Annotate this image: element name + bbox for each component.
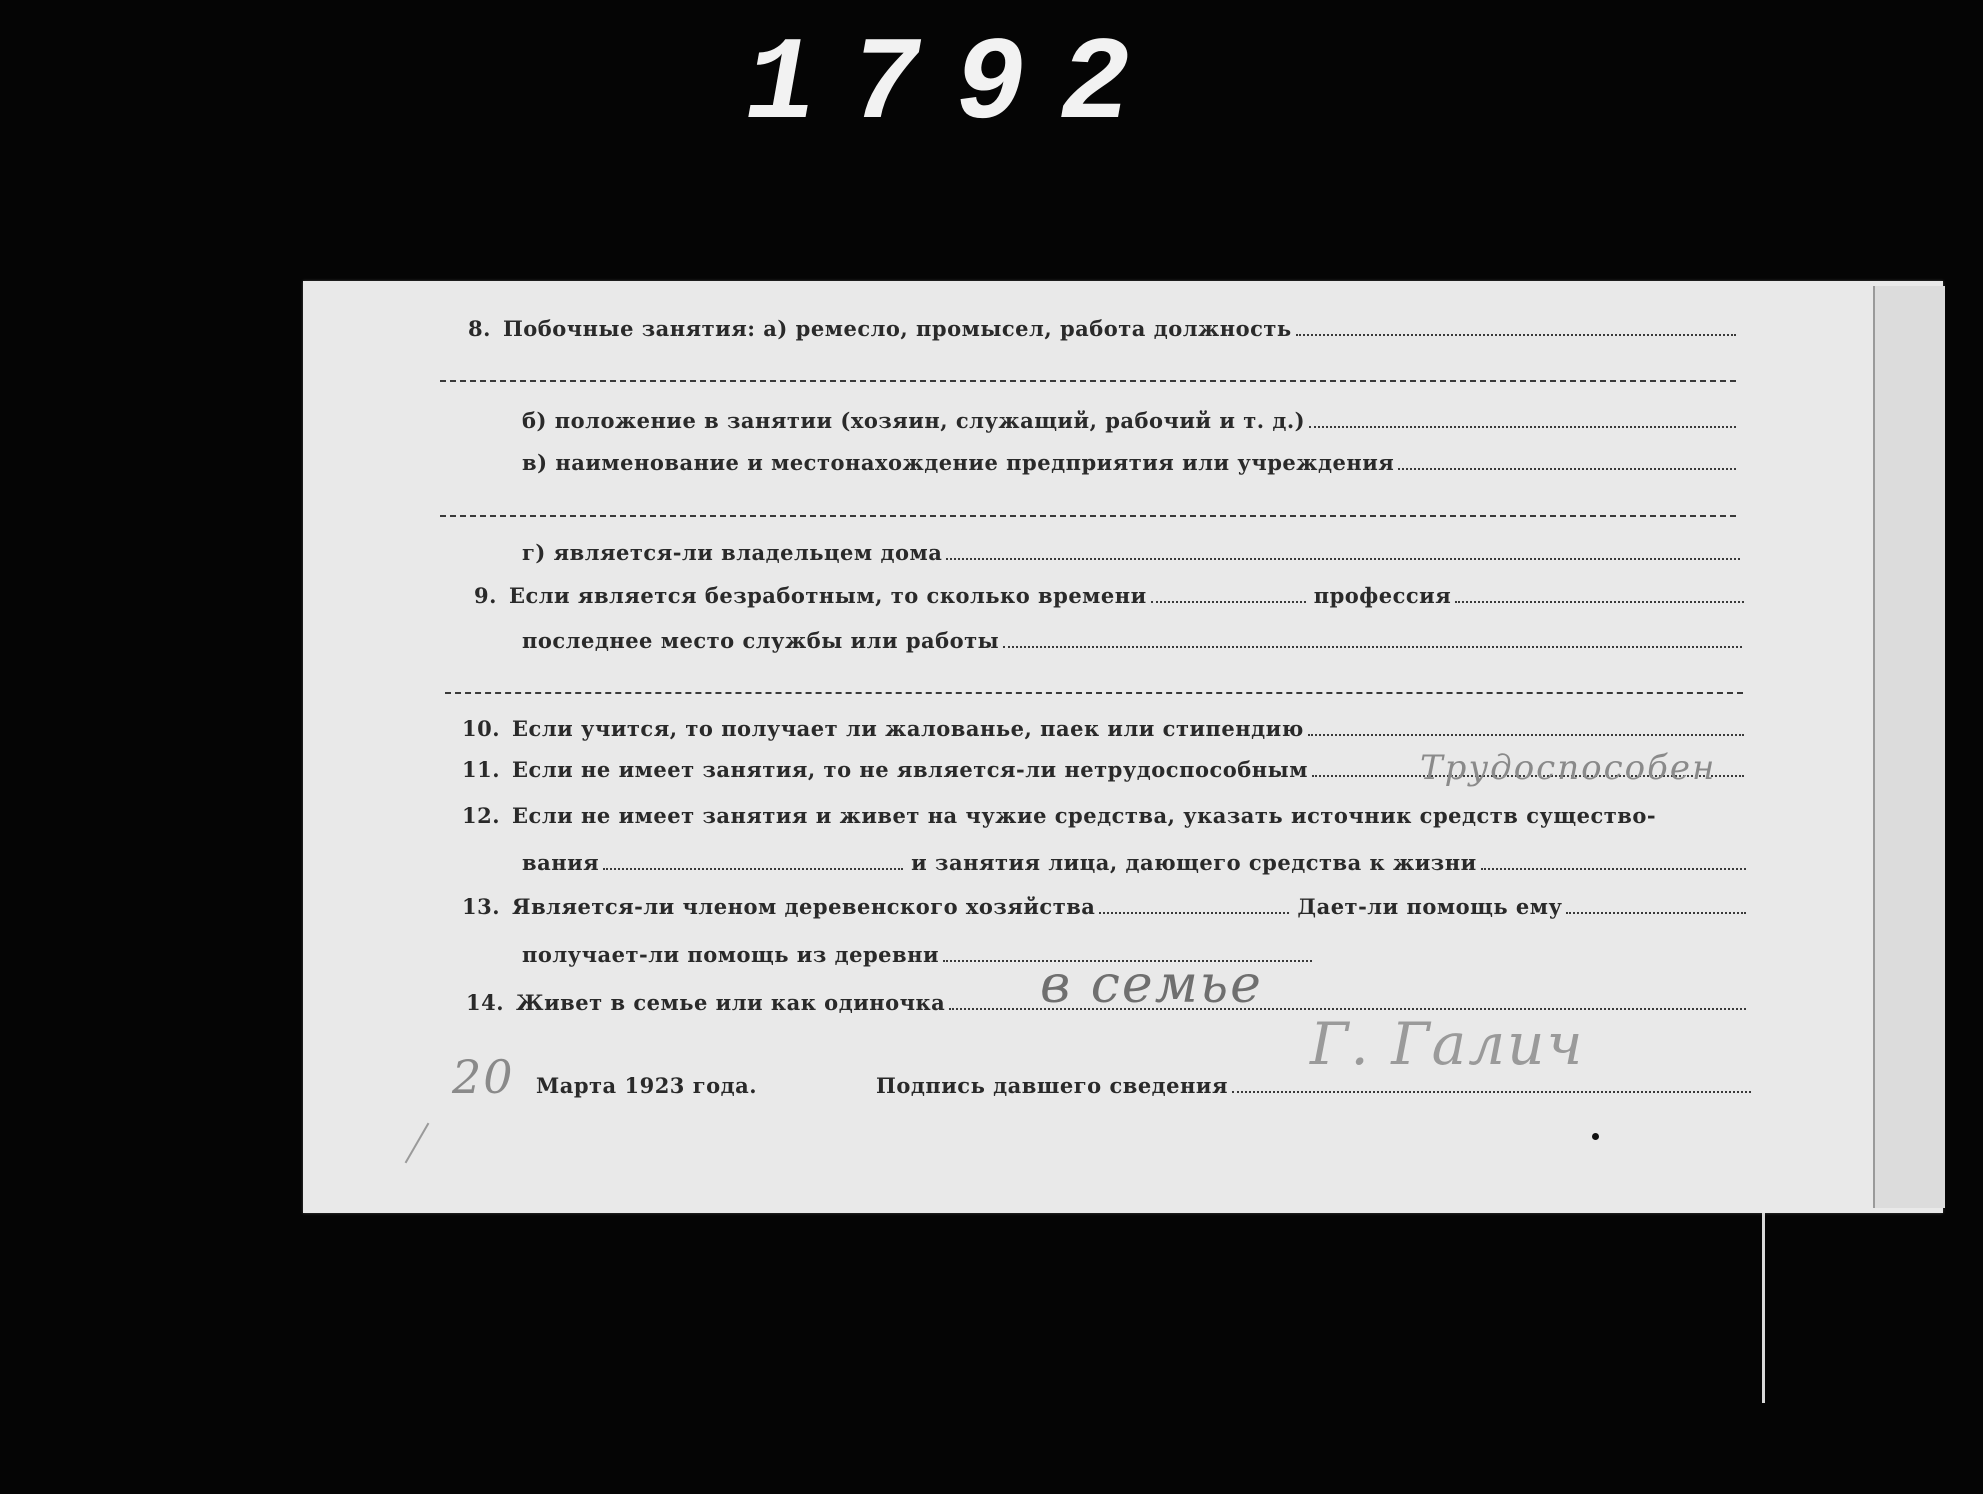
question-label: Побочные занятия: а) ремесло, промысел, работа должность bbox=[502, 316, 1292, 341]
question-label: и занятия лица, дающего средства к жизни bbox=[911, 850, 1477, 875]
question-label: б) положение в занятии (хозяин, служащий, рабочий и т. д.) bbox=[522, 408, 1306, 433]
answer-line bbox=[1003, 645, 1742, 648]
question-label: Живет в семье или как одиночка bbox=[516, 990, 946, 1015]
date-text: Марта 1923 года. bbox=[536, 1073, 758, 1098]
answer-line bbox=[1151, 600, 1306, 603]
answer-line bbox=[946, 557, 1740, 560]
answer-line bbox=[1099, 911, 1289, 914]
frame-number: 1792 bbox=[733, 20, 1177, 153]
question-8g-row bbox=[522, 540, 1740, 565]
card-edge-strip bbox=[1873, 286, 1945, 1208]
question-12-row bbox=[462, 803, 1744, 828]
question-number: 14. bbox=[466, 990, 505, 1015]
signature-line bbox=[1232, 1090, 1751, 1093]
question-label: Если не имеет занятия и живет на чужие средства, указать источник средств существо- bbox=[512, 803, 1657, 828]
question-label: в) наименование и местонахождение предприятия или учреждения bbox=[522, 450, 1395, 475]
question-10-row bbox=[462, 716, 1744, 741]
answer-line bbox=[1566, 911, 1746, 914]
question-label: вания bbox=[522, 850, 600, 875]
handwritten-answer-14: в семье bbox=[1040, 955, 1263, 1015]
question-number: 12. bbox=[462, 803, 501, 828]
answer-line bbox=[1308, 733, 1744, 736]
handwritten-answer-11: Трудоспособен bbox=[1420, 748, 1717, 788]
signature-label: Подпись давшего сведения bbox=[876, 1073, 1228, 1098]
answer-line bbox=[603, 867, 903, 870]
question-13-row bbox=[462, 894, 1746, 919]
answer-line bbox=[445, 692, 1743, 694]
question-label: г) является-ли владельцем дома bbox=[522, 540, 943, 565]
edge-line bbox=[1762, 1213, 1765, 1403]
question-label: Если является безработным, то сколько времени bbox=[508, 583, 1147, 608]
question-label: профессия bbox=[1313, 583, 1452, 608]
question-number: 11. bbox=[462, 757, 501, 782]
question-number: 13. bbox=[462, 894, 501, 919]
question-label: Является-ли членом деревенского хозяйства bbox=[512, 894, 1096, 919]
answer-line bbox=[1481, 867, 1746, 870]
question-12-cont-row bbox=[522, 850, 1746, 875]
question-number: 10. bbox=[462, 716, 501, 741]
handwritten-day: 20 bbox=[452, 1050, 515, 1104]
question-label: Если не имеет занятия, то не является-ли нетрудоспособным bbox=[512, 757, 1308, 782]
answer-line bbox=[1309, 425, 1736, 428]
question-8-row bbox=[468, 316, 1736, 341]
question-9-cont-row bbox=[522, 628, 1742, 653]
question-number: 8. bbox=[468, 316, 491, 341]
question-9-row bbox=[474, 583, 1744, 608]
question-label: последнее место службы или работы bbox=[522, 628, 1000, 653]
question-label: получает-ли помощь из деревни bbox=[522, 942, 940, 967]
handwritten-signature: Г. Галич bbox=[1310, 1010, 1585, 1078]
question-label: Дает-ли помощь ему bbox=[1297, 894, 1563, 919]
question-number: 9. bbox=[474, 583, 497, 608]
answer-line bbox=[440, 515, 1736, 517]
ink-dot bbox=[1592, 1133, 1599, 1140]
answer-line bbox=[440, 380, 1736, 382]
question-8b-row bbox=[522, 408, 1736, 433]
question-8v-row bbox=[522, 450, 1736, 475]
answer-line bbox=[1398, 467, 1736, 470]
question-label: Если учится, то получает ли жалованье, паек или стипендию bbox=[512, 716, 1304, 741]
answer-line bbox=[1455, 600, 1744, 603]
answer-line bbox=[1296, 333, 1736, 336]
